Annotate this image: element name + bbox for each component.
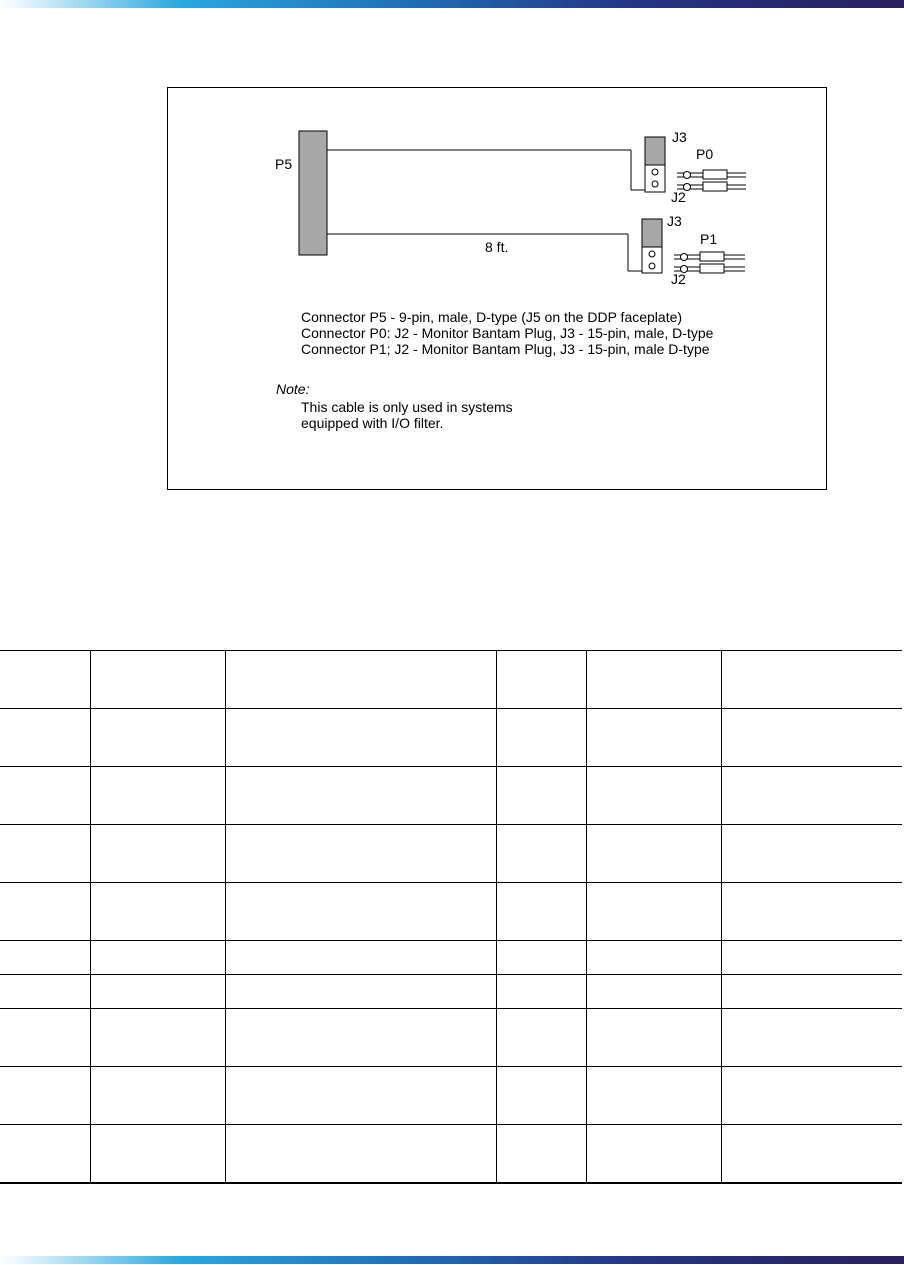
connector-p1-description: Connector P1; J2 - Monitor Bantam Plug, J3 - 15-pin, male D-type: [301, 341, 710, 357]
empty-pin-table: [0, 650, 902, 1184]
cable-diagram-figure: [167, 87, 827, 490]
label-p5: P5: [275, 156, 293, 172]
note-title: Note:: [276, 381, 310, 397]
table-header-row: [0, 651, 902, 709]
connector-p5-description: Connector P5 - 9-pin, male, D-type (J5 on the DDP faceplate): [301, 309, 683, 325]
table-row: [0, 709, 902, 767]
label-j2-top: J2: [671, 189, 686, 205]
p5-connector: [299, 131, 327, 255]
top-header-bar: [0, 0, 904, 8]
label-cable-length: 8 ft.: [485, 239, 509, 255]
table-row: [0, 767, 902, 825]
table-row: [0, 1125, 902, 1184]
table-row: [0, 1009, 902, 1067]
connector-p0-description: Connector P0: J2 - Monitor Bantam Plug, J3 - 15-pin, male, D-type: [301, 325, 714, 341]
label-j3-bottom: J3: [667, 213, 682, 229]
p1-connector-group: [628, 219, 745, 273]
bottom-footer-bar: [0, 1256, 904, 1264]
table-row: [0, 883, 902, 941]
p1-j3-connector: [642, 219, 662, 247]
p0-j3-connector: [645, 137, 665, 165]
label-p0: P0: [696, 146, 714, 162]
label-p1: P1: [700, 231, 718, 247]
table-row: [0, 1067, 902, 1125]
table-row: [0, 825, 902, 883]
p0-connector-group: [631, 137, 746, 192]
note-line: equipped with I/O filter.: [301, 415, 444, 431]
label-j2-bottom: J2: [671, 271, 686, 287]
label-j3-top: J3: [672, 129, 687, 145]
cable-diagram-drawing: [168, 88, 828, 491]
note-line: This cable is only used in systems: [301, 399, 513, 415]
table-row: [0, 941, 902, 975]
table-row: [0, 975, 902, 1009]
